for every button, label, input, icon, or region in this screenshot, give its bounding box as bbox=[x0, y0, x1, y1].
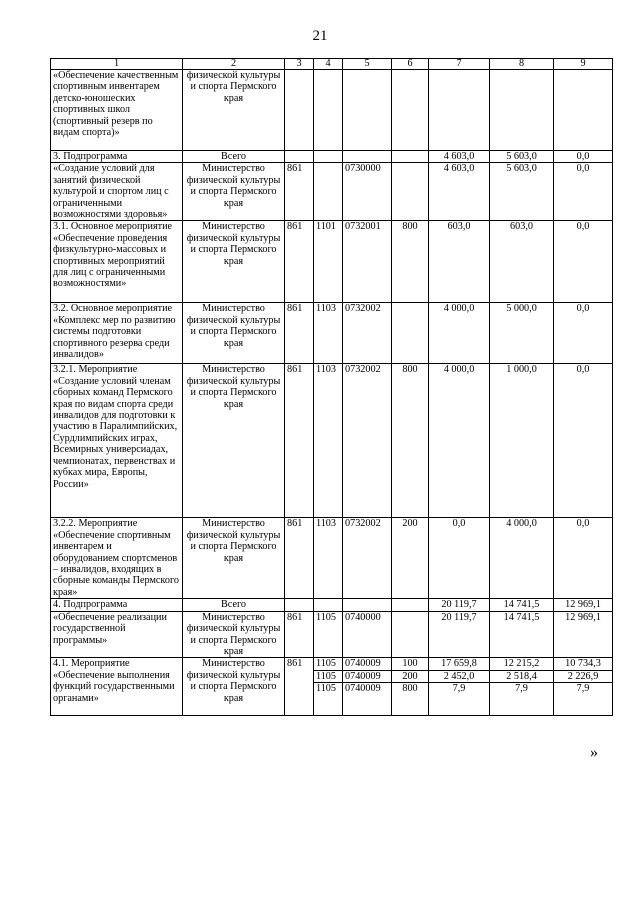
table-row bbox=[51, 151, 613, 163]
table-cell-col-9: 2 226,9 bbox=[554, 670, 613, 682]
table-cell-col-3: 861 bbox=[285, 518, 314, 599]
continuation-mark: » bbox=[590, 744, 598, 761]
table-cell-col-2: Министерство физической культуры и спорта Пермского края bbox=[183, 303, 285, 364]
table-cell-col-7: 7,9 bbox=[429, 683, 490, 716]
table-cell-col-7: 4 000,0 bbox=[429, 303, 490, 364]
table-body bbox=[51, 59, 613, 716]
table-cell-col-6: 100 bbox=[392, 658, 429, 670]
table-cell-col-2: Министерство физической культуры и спорта Пермского края bbox=[183, 658, 285, 716]
table-cell-col-2: Министерство физической культуры и спорта Пермского края bbox=[183, 518, 285, 599]
table-cell-col-4: 1103 bbox=[314, 303, 343, 364]
table-cell-col-3: 861 bbox=[285, 303, 314, 364]
table-cell-col-8: 14 741,5 bbox=[490, 599, 554, 611]
table-cell-col-6: 800 bbox=[392, 364, 429, 518]
table-row bbox=[51, 658, 613, 670]
table-cell-col-5 bbox=[343, 599, 392, 611]
table-cell-col-4 bbox=[314, 163, 343, 221]
table-cell-col-8: 4 000,0 bbox=[490, 518, 554, 599]
table-cell-col-9: 0,0 bbox=[554, 221, 613, 303]
table-cell-col-1: 3.2.1. Мероприятие «Создание условий членам сборных команд Пермского края по видам спорта среди инвалидов для подготовки к участию в Паралимпийских, Сурдлимпийских играх, Всемирных универсиадах, чемпионатах, первенствах и кубках мира, Европы, России» bbox=[51, 364, 183, 518]
table-cell-col-2: Всего bbox=[183, 151, 285, 163]
table-cell-col-1: «Обеспечение реализации государственной программы» bbox=[51, 611, 183, 658]
budget-table bbox=[50, 58, 613, 716]
header-cell: 8 bbox=[490, 59, 554, 70]
table-row bbox=[51, 221, 613, 303]
table-cell-col-3: 861 bbox=[285, 364, 314, 518]
table-cell-col-3 bbox=[285, 151, 314, 163]
table-cell-col-9: 12 969,1 bbox=[554, 611, 613, 658]
table-cell-col-5: 0740009 bbox=[343, 670, 392, 682]
table-cell-col-9: 12 969,1 bbox=[554, 599, 613, 611]
table-cell-col-5 bbox=[343, 70, 392, 151]
table-cell-col-7: 20 119,7 bbox=[429, 611, 490, 658]
table-cell-col-6: 200 bbox=[392, 518, 429, 599]
header-cell: 5 bbox=[343, 59, 392, 70]
table-cell-col-7: 4 000,0 bbox=[429, 364, 490, 518]
table-cell-col-5 bbox=[343, 151, 392, 163]
table-cell-col-1: «Создание условий для занятий физической культурой и спортом лиц с ограниченными возможностями здоровья» bbox=[51, 163, 183, 221]
table-cell-col-7: 17 659,8 bbox=[429, 658, 490, 670]
page-number: 21 bbox=[312, 28, 328, 44]
table-row bbox=[51, 611, 613, 658]
table-cell-col-5: 0732002 bbox=[343, 364, 392, 518]
table-cell-col-9 bbox=[554, 70, 613, 151]
table-cell-col-1: 3. Подпрограмма bbox=[51, 151, 183, 163]
table-cell-col-7: 4 603,0 bbox=[429, 151, 490, 163]
table-cell-col-4: 1105 bbox=[314, 683, 343, 716]
table-cell-col-8: 5 000,0 bbox=[490, 303, 554, 364]
table-cell-col-9: 7,9 bbox=[554, 683, 613, 716]
header-cell: 3 bbox=[285, 59, 314, 70]
table-cell-col-6 bbox=[392, 163, 429, 221]
table-cell-col-3 bbox=[285, 70, 314, 151]
table-cell-col-3: 861 bbox=[285, 221, 314, 303]
table-cell-col-7 bbox=[429, 70, 490, 151]
table-cell-col-1: 3.2. Основное мероприятие «Комплекс мер по развитию системы подготовки спортивного резерва среди инвалидов» bbox=[51, 303, 183, 364]
header-cell: 9 bbox=[554, 59, 613, 70]
table-cell-col-6: 800 bbox=[392, 683, 429, 716]
table-cell-col-5: 0740009 bbox=[343, 683, 392, 716]
header-cell: 6 bbox=[392, 59, 429, 70]
table-cell-col-3: 861 bbox=[285, 658, 314, 716]
table-cell-col-1: 3.1. Основное мероприятие «Обеспечение проведения физкультурно-массовых и спортивных мероприятий для лиц с ограниченными возможностями» bbox=[51, 221, 183, 303]
table-cell-col-8: 5 603,0 bbox=[490, 151, 554, 163]
table-cell-col-7: 603,0 bbox=[429, 221, 490, 303]
table-cell-col-2: Министерство физической культуры и спорта Пермского края bbox=[183, 611, 285, 658]
table-cell-col-4: 1101 bbox=[314, 221, 343, 303]
table-cell-col-6 bbox=[392, 70, 429, 151]
table-cell-col-6: 800 bbox=[392, 221, 429, 303]
header-cell: 1 bbox=[51, 59, 183, 70]
table-cell-col-8: 603,0 bbox=[490, 221, 554, 303]
table-cell-col-9: 0,0 bbox=[554, 518, 613, 599]
table-cell-col-6 bbox=[392, 151, 429, 163]
table-cell-col-5: 0740009 bbox=[343, 658, 392, 670]
table-row bbox=[51, 70, 613, 151]
table-cell-col-5: 0732002 bbox=[343, 518, 392, 599]
table-cell-col-8 bbox=[490, 70, 554, 151]
table-cell-col-2: Министерство физической культуры и спорта Пермского края bbox=[183, 221, 285, 303]
table-cell-col-9: 0,0 bbox=[554, 163, 613, 221]
table-cell-col-5: 0732001 bbox=[343, 221, 392, 303]
table-row bbox=[51, 303, 613, 364]
table-cell-col-1: «Обеспечение качественным спортивным инвентарем детско-юношеских спортивных школ (спортивный резерв по видам спорта)» bbox=[51, 70, 183, 151]
table-cell-col-4: 1105 bbox=[314, 670, 343, 682]
table-cell-col-8: 7,9 bbox=[490, 683, 554, 716]
table-cell-col-9: 10 734,3 bbox=[554, 658, 613, 670]
table-row bbox=[51, 163, 613, 221]
table-cell-col-1: 4.1. Мероприятие «Обеспечение выполнения функций государственными органами» bbox=[51, 658, 183, 716]
table-cell-col-2: Министерство физической культуры и спорта Пермского края bbox=[183, 364, 285, 518]
table-cell-col-7: 4 603,0 bbox=[429, 163, 490, 221]
header-cell: 4 bbox=[314, 59, 343, 70]
table-row bbox=[51, 364, 613, 518]
table-cell-col-5: 0730000 bbox=[343, 163, 392, 221]
table-cell-col-3: 861 bbox=[285, 611, 314, 658]
table-cell-col-9: 0,0 bbox=[554, 364, 613, 518]
table-cell-col-9: 0,0 bbox=[554, 303, 613, 364]
table-cell-col-4 bbox=[314, 70, 343, 151]
table-cell-col-4 bbox=[314, 599, 343, 611]
table-cell-col-6 bbox=[392, 599, 429, 611]
table-header-row bbox=[51, 59, 613, 70]
table-cell-col-8: 12 215,2 bbox=[490, 658, 554, 670]
table-cell-col-4: 1105 bbox=[314, 611, 343, 658]
table-row bbox=[51, 518, 613, 599]
table-cell-col-7: 20 119,7 bbox=[429, 599, 490, 611]
table-cell-col-5: 0732002 bbox=[343, 303, 392, 364]
table-cell-col-2: Министерство физической культуры и спорта Пермского края bbox=[183, 163, 285, 221]
table-cell-col-4: 1103 bbox=[314, 518, 343, 599]
table-cell-col-7: 2 452,0 bbox=[429, 670, 490, 682]
table-cell-col-3: 861 bbox=[285, 163, 314, 221]
table-cell-col-4: 1103 bbox=[314, 364, 343, 518]
table-cell-col-4: 1105 bbox=[314, 658, 343, 670]
table-cell-col-6 bbox=[392, 611, 429, 658]
table-cell-col-6 bbox=[392, 303, 429, 364]
header-cell: 7 bbox=[429, 59, 490, 70]
table-cell-col-7: 0,0 bbox=[429, 518, 490, 599]
table-cell-col-1: 4. Подпрограмма bbox=[51, 599, 183, 611]
table-cell-col-8: 14 741,5 bbox=[490, 611, 554, 658]
table-row bbox=[51, 599, 613, 611]
table-cell-col-8: 1 000,0 bbox=[490, 364, 554, 518]
table-cell-col-6: 200 bbox=[392, 670, 429, 682]
header-cell: 2 bbox=[183, 59, 285, 70]
table-cell-col-2: физической культуры и спорта Пермского края bbox=[183, 70, 285, 151]
table-cell-col-1: 3.2.2. Мероприятие «Обеспечение спортивным инвентарем и оборудованием спортсменов – инвалидов, входящих в сборные команды Пермского края» bbox=[51, 518, 183, 599]
table-cell-col-2: Всего bbox=[183, 599, 285, 611]
table-cell-col-5: 0740000 bbox=[343, 611, 392, 658]
table-cell-col-8: 5 603,0 bbox=[490, 163, 554, 221]
table-cell-col-8: 2 518,4 bbox=[490, 670, 554, 682]
table-cell-col-3 bbox=[285, 599, 314, 611]
table-cell-col-9: 0,0 bbox=[554, 151, 613, 163]
table-cell-col-4 bbox=[314, 151, 343, 163]
